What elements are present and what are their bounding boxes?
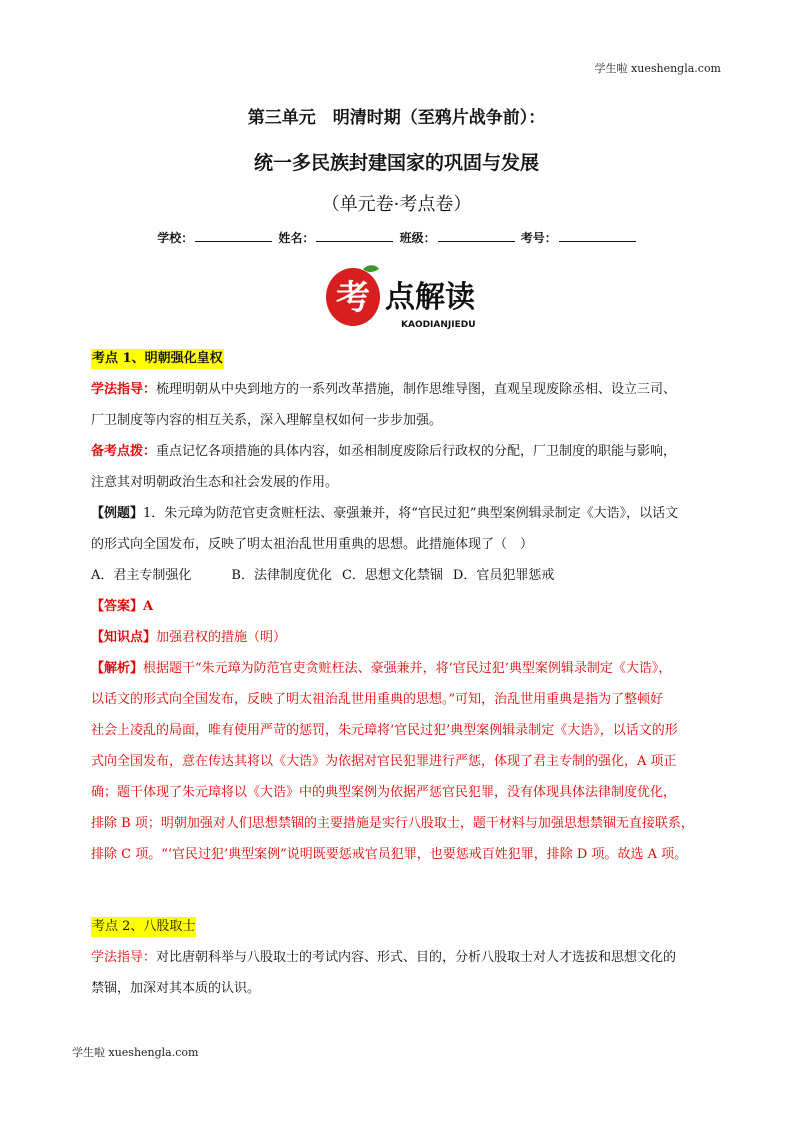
point-2-heading: 考点 2、八股取士 — [91, 911, 721, 942]
analysis-line: 确；题干体现了朱元璋将以《大诰》中的典型案例为依据严惩官民犯罪，没有体现具体法律制度优化， — [91, 785, 677, 800]
point-2-section — [91, 911, 721, 1004]
paper-type: （单元卷·考点卷） — [321, 194, 472, 215]
analysis: 【解析】根据题干“朱元璋为防范官吏贪赃枉法、豪强兼并，将‘官民过犯’典型案例辑录制定《大诰》， — [91, 661, 672, 676]
option-a[interactable]: A．君主专制强化 — [91, 568, 192, 583]
point-1-heading: 考点 1、明朝强化皇权 — [91, 343, 721, 374]
unit-title: 第三单元 明清时期（至鸦片战争前）： — [247, 108, 546, 128]
exam-number-field[interactable]: 考号： — [521, 229, 636, 246]
svg-text:KAODIANJIEDU: KAODIANJIEDU — [401, 320, 476, 330]
analysis-line: 社会上凌乱的局面，唯有使用严苛的惩罚，朱元璋将‘官民过犯’典型案例辑录制定《大诰》，以话文的形 — [91, 723, 678, 738]
example-question-line: 的形式向全国发布，反映了明太祖治乱世用重典的思想。此措施体现了（ ） — [91, 537, 534, 552]
analysis-line: 排除 C 项。“‘官民过犯’典型案例”说明既要惩戒官员犯罪，也要惩戒百姓犯罪，排除 D 项。故选 A 项。 — [91, 847, 688, 862]
name-field[interactable]: 姓名： — [278, 229, 393, 246]
kaodian-jiedu-logo — [323, 263, 503, 333]
point-1-section — [91, 343, 721, 870]
option-b[interactable]: B．法律制度优化 — [231, 568, 332, 583]
exam-tips: 备考点拨：重点记忆各项措施的具体内容，如丞相制度废除后行政权的分配，厂卫制度的职能与影响， — [91, 444, 677, 459]
footer-watermark: 学生啦 xueshengla.com — [72, 1046, 199, 1059]
answer-options — [91, 560, 721, 591]
header-watermark: 学生啦 xueshengla.com — [594, 62, 721, 75]
method-guide: 学法指导：梳理明朝从中央到地方的一系列改革措施，制作思维导图，直观呈现废除丞相、设立三司、 — [91, 382, 677, 397]
method-guide-line: 厂卫制度等内容的相互关系，深入理解皇权如何一步步加强。 — [91, 413, 443, 428]
analysis-line: 以话文的形式向全国发布，反映了明太祖治乱世用重典的思想。”可知，治乱世用重典是指为了整顿好 — [91, 692, 664, 707]
leaf-icon — [363, 265, 379, 272]
point-2-method-guide-line: 禁锢，加深对其本质的认识。 — [91, 981, 261, 996]
student-info-fields — [0, 229, 793, 246]
class-field[interactable]: 班级： — [400, 229, 515, 246]
exam-tips-line: 注意其对明朝政治生态和社会发展的作用。 — [91, 475, 339, 490]
svg-text:考: 考 — [336, 278, 370, 318]
unit-subtitle: 统一多民族封建国家的巩固与发展 — [253, 152, 539, 174]
option-d[interactable]: D．官员犯罪惩戒 — [452, 568, 555, 583]
point-2-method-guide: 学法指导：对比唐朝科举与八股取士的考试内容、形式、目的，分析八股取士对人才选拔和思想文化的 — [91, 950, 677, 965]
school-field[interactable]: 学校： — [157, 229, 272, 246]
answer: 【答案】A — [91, 599, 154, 614]
knowledge-point: 【知识点】加强君权的措施（明） — [91, 630, 287, 645]
option-c[interactable]: C．思想文化禁锢 — [341, 568, 443, 583]
analysis-line: 式向全国发布，意在传达其将以《大诰》为依据对官民犯罪进行严惩，体现了君主专制的强化，A 项正 — [91, 754, 677, 769]
example-question: 【例题】1．朱元璋为防范官吏贪赃枉法、豪强兼并，将“官民过犯”典型案例辑录制定《大诰》，以话文 — [91, 506, 679, 521]
svg-text:点解读: 点解读 — [385, 280, 475, 315]
analysis-line: 排除 B 项；明朝加强对人们思想禁锢的主要措施是实行八股取士，题干材料与加强思想禁锢无直接联系， — [91, 816, 694, 831]
